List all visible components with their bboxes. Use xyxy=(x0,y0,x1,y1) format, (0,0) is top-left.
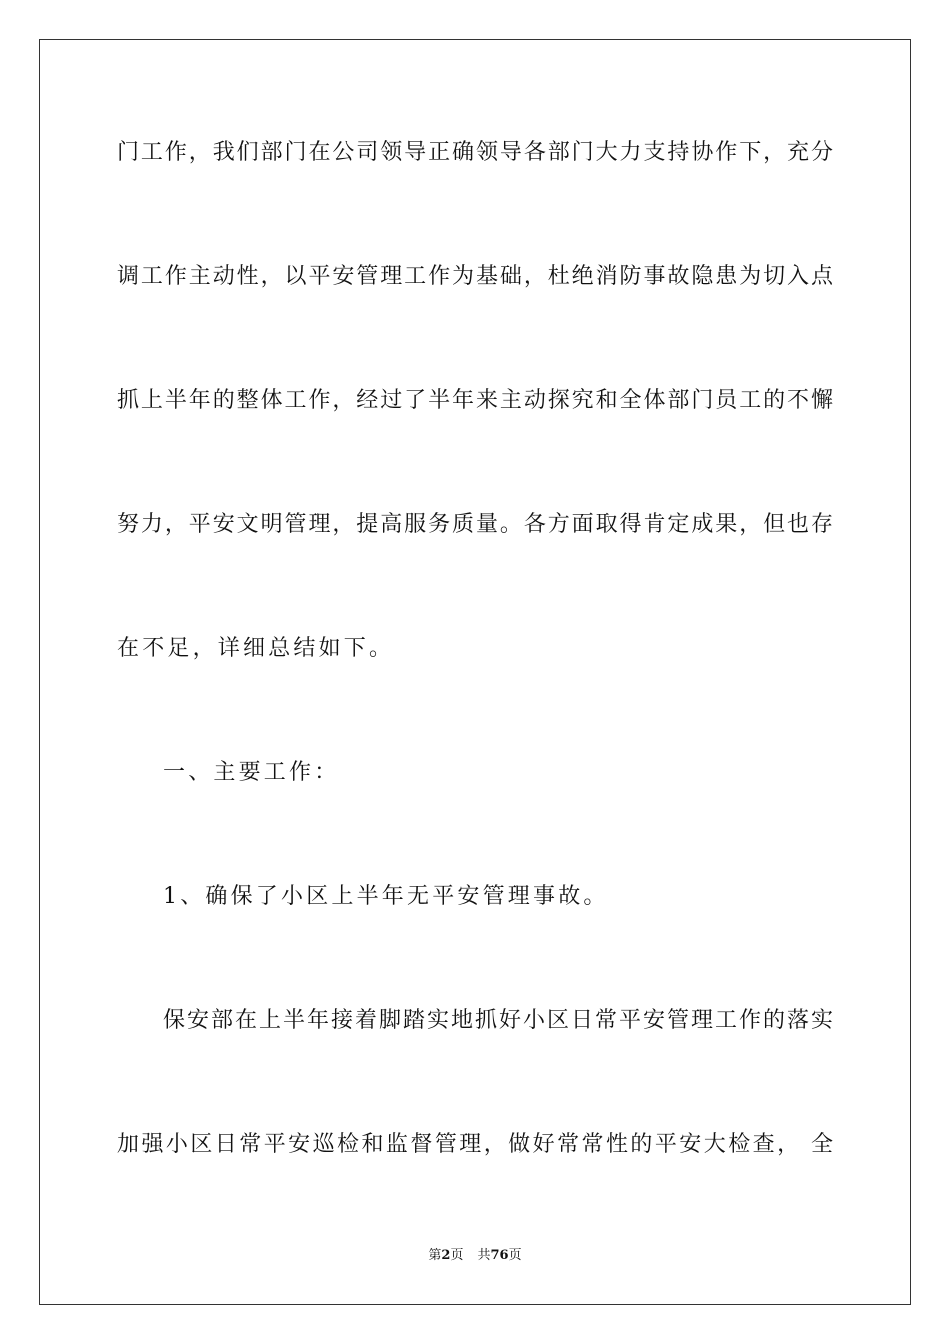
page-number: 2 xyxy=(441,1248,451,1263)
body-text-line-9: 加强小区日常平安巡检和监督管理，做好常常性的平安大检查， 全 xyxy=(117,1132,833,1157)
total-pages: 76 xyxy=(490,1248,509,1263)
body-text-line-4: 努力，平安文明管理，提高服务质量。各方面取得肯定成果，但也存 xyxy=(117,512,833,537)
page-label-suffix: 页 xyxy=(450,1248,464,1263)
page-border xyxy=(39,39,911,1305)
total-label-suffix: 页 xyxy=(508,1248,522,1263)
page-label-prefix: 第 xyxy=(428,1248,442,1263)
body-text-line-8: 保安部在上半年接着脚踏实地抓好小区日常平安管理工作的落实 xyxy=(163,1008,833,1033)
total-label-prefix: 共 xyxy=(477,1248,491,1263)
body-text-line-5: 在不足，详细总结如下。 xyxy=(117,636,395,661)
section-heading: 一、主要工作： xyxy=(163,760,340,785)
page-footer xyxy=(0,1247,950,1265)
body-text-line-1: 门工作，我们部门在公司领导正确领导各部门大力支持协作下，充分 xyxy=(117,140,833,165)
body-text-line-2: 调工作主动性，以平安管理工作为基础，杜绝消防事故隐患为切入点 xyxy=(117,264,833,289)
body-text-line-3: 抓上半年的整体工作，经过了半年来主动探究和全体部门员工的不懈 xyxy=(117,388,833,413)
subsection-heading: 1、确保了小区上半年无平安管理事故。 xyxy=(163,884,609,909)
